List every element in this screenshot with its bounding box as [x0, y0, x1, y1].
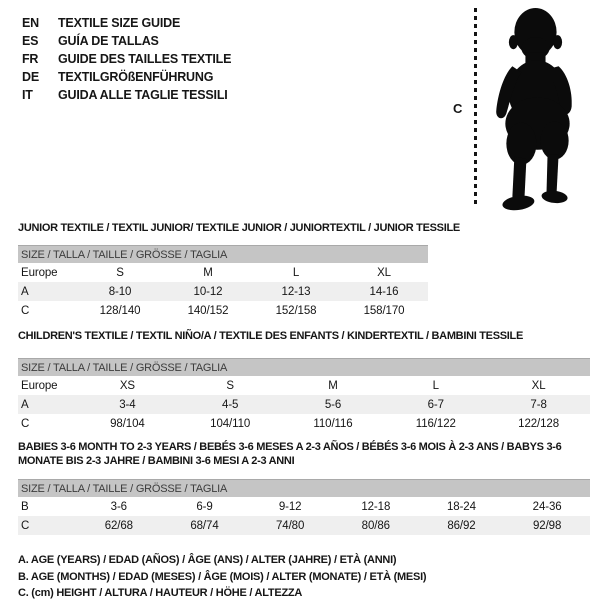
table-row [18, 516, 590, 535]
language-code: ES [22, 34, 39, 48]
language-code: IT [22, 88, 33, 102]
size-cell: XL [531, 379, 546, 392]
size-cell: 92/98 [504, 516, 590, 535]
guide-title-fr: GUIDE DES TAILLES TEXTILE [58, 52, 232, 66]
size-cell: 3-6 [110, 500, 127, 513]
size-cell: 140/152 [187, 304, 229, 317]
row-label: A [18, 395, 76, 414]
language-row-de [22, 68, 231, 86]
size-cell: L [292, 266, 300, 279]
guide-title-de: TEXTILGRÖßENFÜHRUNG [58, 70, 214, 84]
language-row-fr [22, 50, 231, 68]
guide-title-it: GUIDA ALLE TAGLIE TESSILI [58, 88, 228, 102]
size-cell: 8-10 [76, 282, 164, 301]
height-measure-figure [448, 0, 600, 216]
row-label: B [21, 500, 29, 513]
size-cell: 6-9 [196, 500, 213, 513]
size-cell: 12-13 [252, 282, 340, 301]
size-cell: 7-8 [487, 395, 590, 414]
guide-title-es: GUÍA DE TALLAS [58, 34, 159, 48]
row-label: C [21, 304, 30, 317]
size-cell: 110/116 [313, 417, 353, 430]
size-cell: M [328, 379, 338, 392]
size-cell: 80/86 [333, 516, 419, 535]
baby-silhouette-icon [481, 6, 597, 212]
table-row [18, 301, 428, 320]
babies-table-section [0, 440, 600, 535]
language-code: DE [22, 70, 39, 84]
height-measure-label: C [453, 101, 463, 116]
row-label: Europe [21, 379, 58, 392]
junior-table-title: JUNIOR TEXTILE / TEXTIL JUNIOR/ TEXTILE JUNIOR / JUNIORTEXTIL / JUNIOR TESSILE [18, 222, 460, 234]
babies-table-title: BABIES 3-6 MONTH TO 2-3 YEARS / BEBÉS 3-6 MESES A 2-3 AÑOS / BÉBÉS 3-6 MOIS À 2-3 ANS / BABYS 3-6 MONATE BIS 2-3 JAHRE / BAMBINI 3-6 MESI A 2-3 ANNI [18, 441, 562, 467]
junior-size-table [18, 263, 428, 320]
size-cell: S [226, 379, 234, 392]
children-size-header-bar: SIZE / TALLA / TAILLE / GRÖSSE / TAGLIA [18, 358, 590, 376]
size-cell: 122/128 [518, 417, 560, 430]
size-cell: 12-18 [361, 500, 391, 513]
language-code: EN [22, 16, 39, 30]
table-row [18, 376, 590, 395]
size-cell: 116/122 [415, 417, 456, 430]
table-row [18, 497, 590, 516]
header [0, 0, 600, 216]
language-row-it [22, 86, 231, 104]
size-cell: 152/158 [275, 304, 317, 317]
size-cell: XS [119, 379, 135, 392]
junior-table-section [0, 221, 600, 320]
row-label: Europe [21, 266, 58, 279]
size-cell: 6-7 [384, 395, 487, 414]
guide-title-en: TEXTILE SIZE GUIDE [58, 16, 181, 30]
size-cell: 10-12 [164, 282, 252, 301]
language-row-en [22, 14, 231, 32]
language-title-list [0, 0, 231, 216]
table-row [18, 395, 590, 414]
size-cell: 9-12 [278, 500, 302, 513]
size-cell: 128/140 [99, 304, 141, 317]
size-cell: S [116, 266, 124, 279]
size-cell: 14-16 [340, 282, 428, 301]
size-cell: 158/170 [363, 304, 405, 317]
table-row [18, 263, 428, 282]
babies-size-header-bar: SIZE / TALLA / TAILLE / GRÖSSE / TAGLIA [18, 479, 590, 497]
babies-size-table [18, 497, 590, 535]
row-label: C [21, 417, 30, 430]
children-table-section [0, 329, 600, 433]
size-cell: 98/104 [110, 417, 145, 430]
row-label: A [18, 282, 76, 301]
children-table-title: CHILDREN'S TEXTILE / TEXTIL NIÑO/A / TEXTILE DES ENFANTS / KINDERTEXTIL / BAMBINI TESSILE [18, 330, 523, 342]
size-cell: 86/92 [419, 516, 505, 535]
language-code: FR [22, 52, 39, 66]
size-cell: 68/74 [162, 516, 248, 535]
dashed-height-line [474, 8, 477, 208]
size-cell: 24-36 [532, 500, 562, 513]
size-cell: XL [377, 266, 391, 279]
size-cell: M [203, 266, 213, 279]
footnote-c: C. (cm) HEIGHT / ALTURA / HAUTEUR / HÖHE / ALTEZZA [18, 587, 303, 599]
size-cell: 74/80 [247, 516, 333, 535]
footnotes [18, 552, 600, 602]
size-cell: 18-24 [446, 500, 476, 513]
language-row-es [22, 32, 231, 50]
children-size-table [18, 376, 590, 433]
footnote-a: A. AGE (YEARS) / EDAD (AÑOS) / ÂGE (ANS) / ALTER (JAHRE) / ETÀ (ANNI) [18, 554, 397, 566]
size-cell: 4-5 [179, 395, 282, 414]
table-row [18, 282, 428, 301]
size-cell: L [432, 379, 439, 392]
footnote-b: B. AGE (MONTHS) / EDAD (MESES) / ÂGE (MOIS) / ALTER (MONATE) / ETÀ (MESI) [18, 570, 427, 583]
junior-size-header-bar: SIZE / TALLA / TAILLE / GRÖSSE / TAGLIA [18, 245, 428, 263]
size-cell: 5-6 [282, 395, 385, 414]
size-cell: 104/110 [210, 417, 251, 430]
table-row [18, 414, 590, 433]
size-cell: 62/68 [76, 516, 162, 535]
row-label: C [18, 516, 76, 535]
size-cell: 3-4 [76, 395, 179, 414]
